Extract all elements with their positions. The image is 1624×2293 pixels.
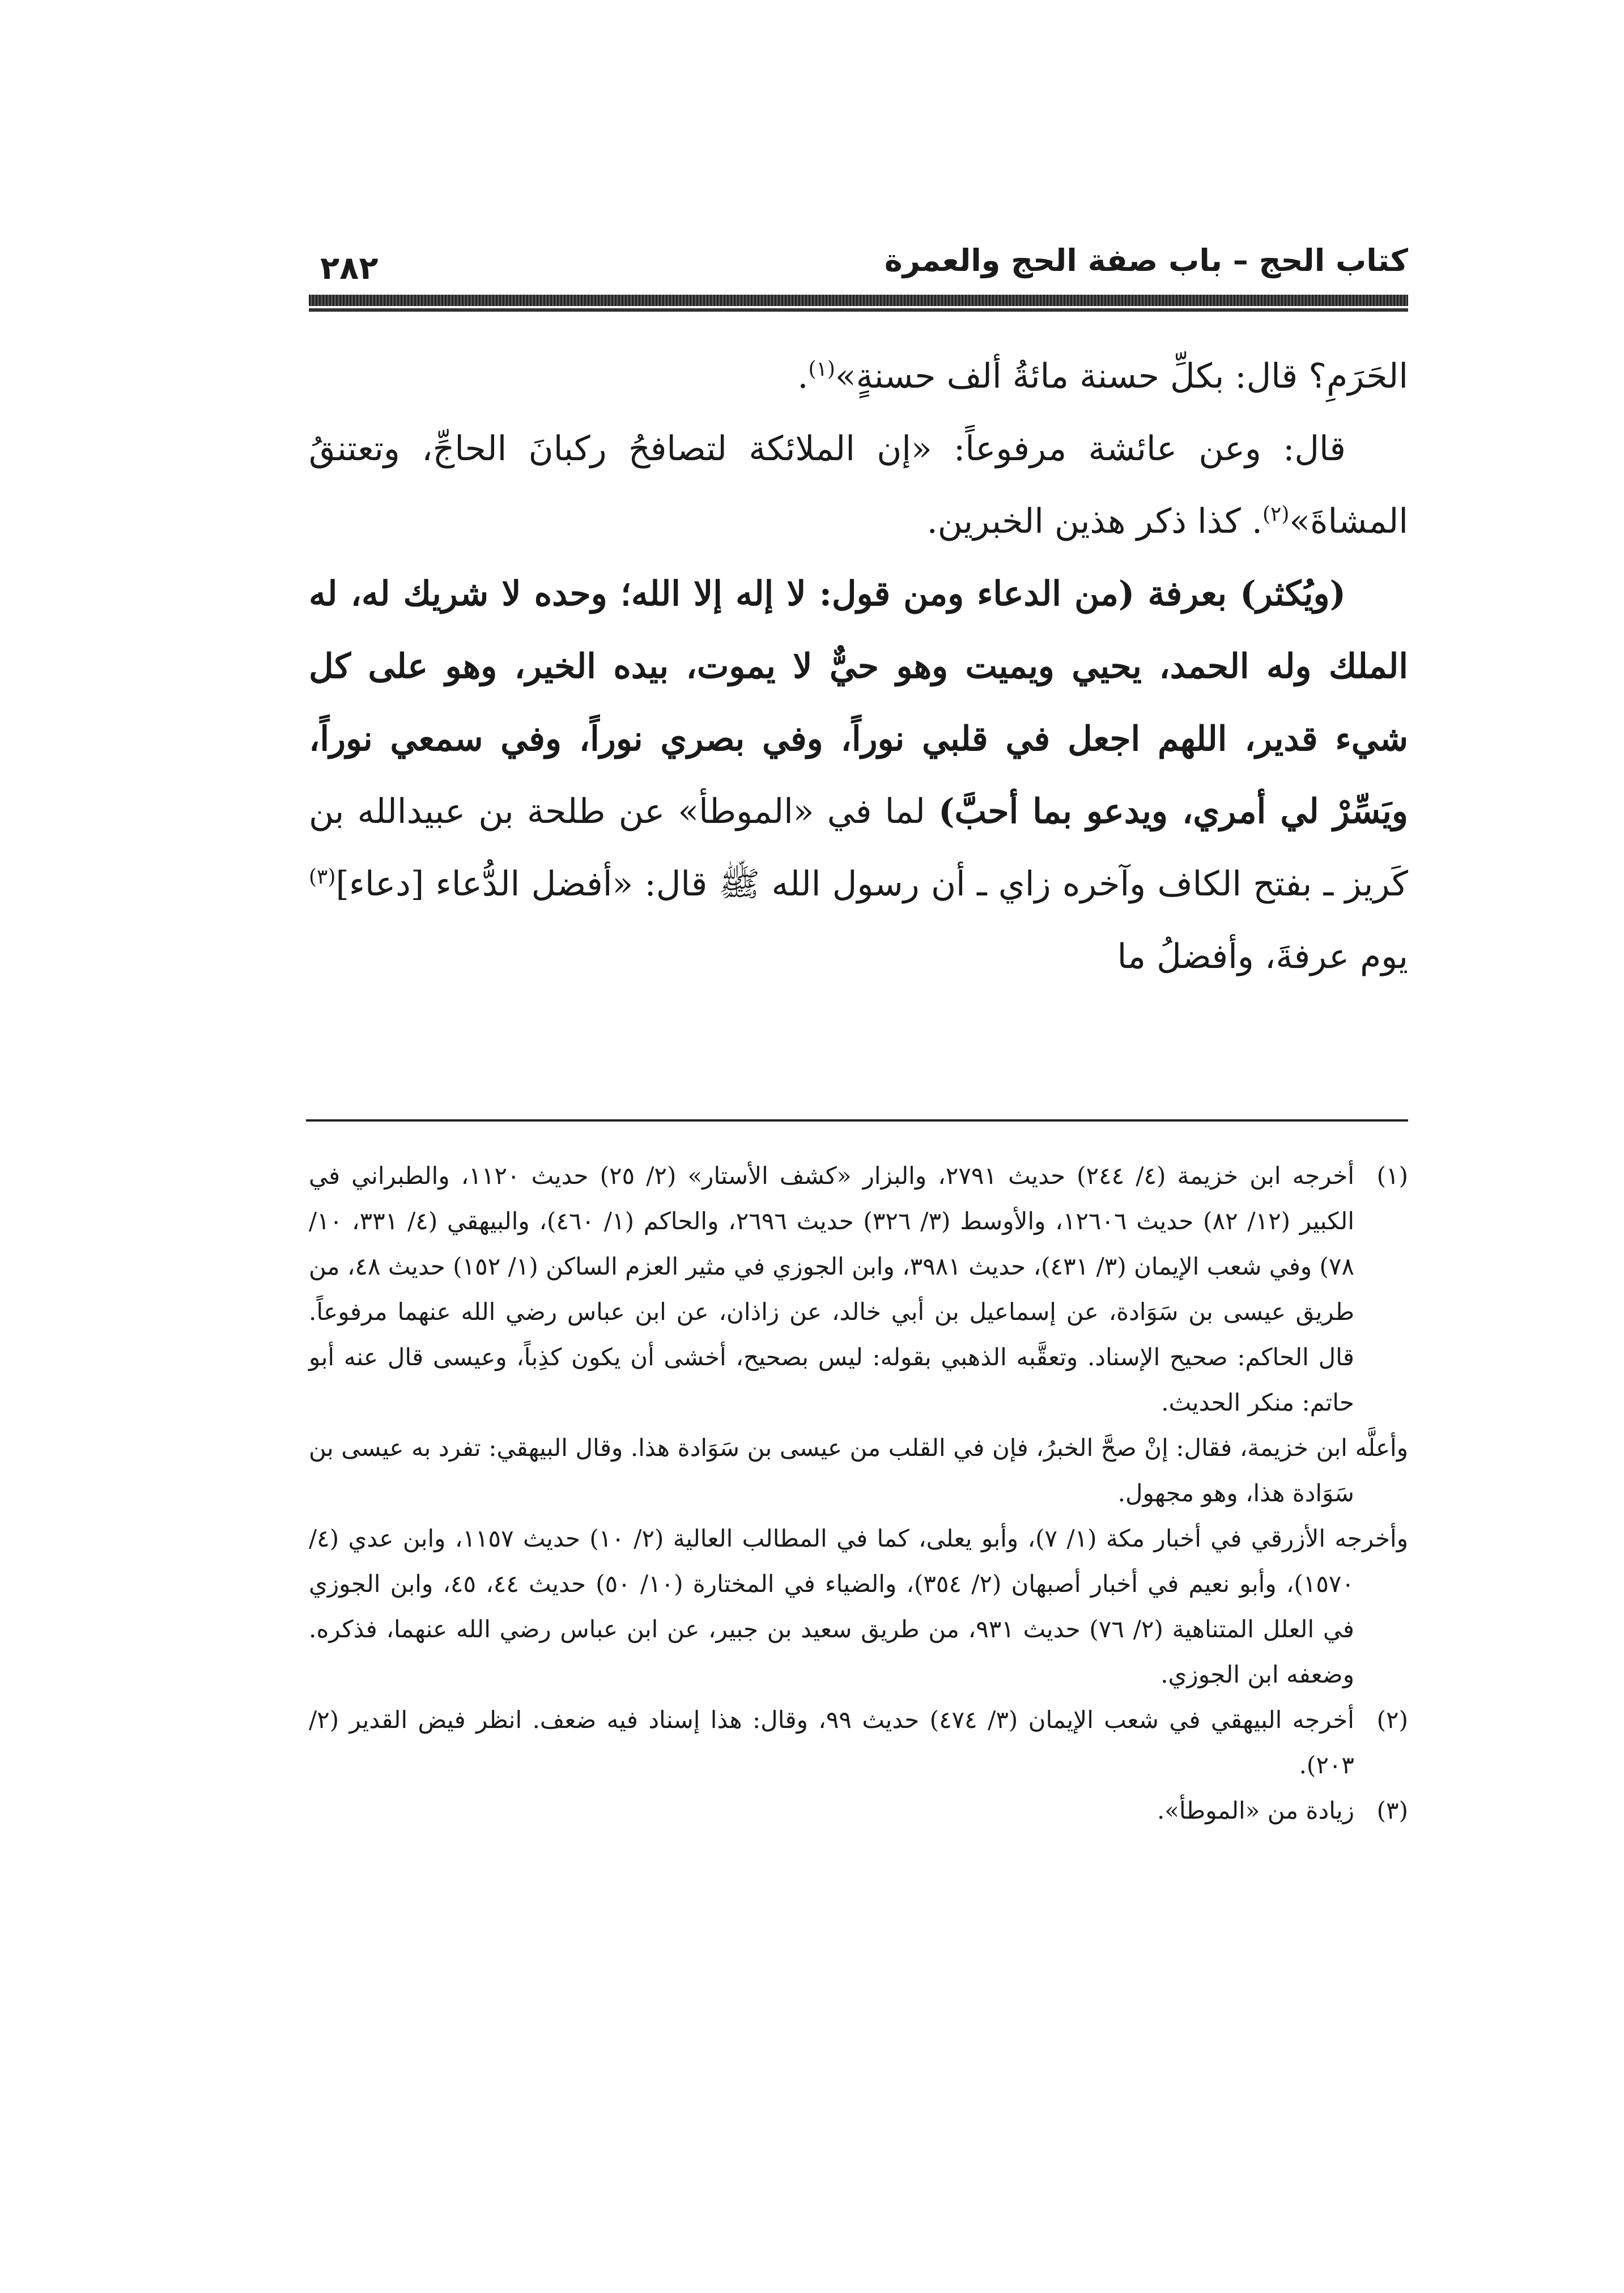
footnote-1-text-3: وأخرجه الأزرقي في أخبار مكة (١/ ٧)، وأبو يعلى، كما في المطالب العالية (٢/ ١٠) حديث ١١٥٧، وابن عدي (٤/ ١٥٧٠)، وأبو نعيم في أخبار أصبهان (٢/ ٣٥٤)، والضياء في المختارة (١٠/ ٥٠) حديث ٤٤، ٤٥، وابن الجوزي في العلل المتناهية (٢/ ٧٦) حديث ٩٣١، من طريق سعيد بن جبير، عن ابن عباس رضي الله عنهما، فذكره. وضعفه ابن الجوزي. [309, 1525, 1409, 1688]
main-paragraph-3-text: لما في «الموطأ» عن طلحة بن عبيدالله بن كَريز ـ بفتح الكاف وآخره زاي ـ أن رسول الله ﷺ قال: «أفضل الدُّعاء [دعاء] [309, 792, 1408, 904]
main-paragraph-3-end: يوم عرفةَ، وأفضلُ ما [1117, 937, 1408, 976]
main-line-1-text: الحَرَمِ؟ قال: بكلِّ حسنة مائةُ ألف حسنةٍ» [835, 356, 1408, 396]
main-text [309, 340, 1408, 993]
running-title: كتاب الحج – باب صفة الحج والعمرة [884, 243, 1408, 278]
footnote-ref-3: (٣) [309, 865, 336, 889]
footnote-1 [309, 1153, 1408, 1425]
footnote-2 [309, 1697, 1408, 1788]
bold-dua-text: (ويُكثر) بعرفة (من الدعاء ومن قول: لا إله إلا الله؛ وحده لا شريك له، له الملك وله الحمد، يحيي ويميت وهو حيٌّ لا يموت، بيده الخير، وهو على كل شيء قدير، اللهم اجعل في قلبي نوراً، وفي بصري نوراً، وفي سمعي نوراً، ويَسِّرْ لي أمري، ويدعو بما أحبَّ) [309, 574, 1408, 831]
main-paragraph-2-text: قال: وعن عائشة مرفوعاً: «إن الملائكة لتصافحُ ركبانَ الحاجِّ، وتعتنقُ المشاةَ» [309, 429, 1408, 541]
footnote-separator [306, 1119, 1408, 1122]
footnote-3-text: زيادة من «الموطأ». [1157, 1797, 1354, 1824]
footnote-1-number: (١) [1376, 1162, 1408, 1190]
main-paragraph-3 [309, 558, 1408, 993]
page-header [309, 227, 1408, 300]
book-page [309, 227, 1408, 2154]
footnote-1-paragraph-3 [309, 1516, 1408, 1697]
footnotes [309, 1153, 1408, 1833]
footnote-2-number: (٢) [1376, 1706, 1408, 1734]
main-paragraph-2-end: . كذا ذكر هذين الخبرين. [926, 502, 1262, 541]
main-paragraph-2 [309, 413, 1408, 558]
footnote-3 [309, 1788, 1408, 1833]
page-number: ٢٨٢ [320, 250, 379, 287]
header-rule-thin [309, 308, 1408, 312]
footnote-ref-2: (٢) [1262, 503, 1290, 526]
header-rule [309, 295, 1408, 306]
main-line-1 [309, 340, 1408, 413]
footnote-1-text: أخرجه ابن خزيمة (٤/ ٢٤٤) حديث ٢٧٩١، والبزار «كشف الأستار» (٢/ ٢٥) حديث ١١٢٠، والطبراني في الكبير (١٢/ ٨٢) حديث ١٢٦٠٦، والأوسط (٣/ ٣٢٦) حديث ٢٦٩٦، والحاكم (١/ ٤٦٠)، والبيهقي (٤/ ٣٣١، ١٠/ ٧٨) وفي شعب الإيمان (٣/ ٤٣١)، حديث ٣٩٨١، وابن الجوزي في مثير العزم الساكن (١/ ١٥٢) حديث ٤٨، من طريق عيسى بن سَوَادة، عن إسماعيل بن أبي خالد، عن زاذان، عن ابن عباس رضي الله عنهما مرفوعاً. قال الحاكم: صحيح الإسناد. وتعقَّبه الذهبي بقوله: ليس بصحيح، أخشى أن يكون كذِباً، وعيسى قال عنه أبو حاتم: منكر الحديث. [309, 1162, 1355, 1416]
footnote-3-number: (٣) [1376, 1797, 1408, 1824]
footnote-1-paragraph-2 [309, 1425, 1408, 1516]
footnote-2-text: أخرجه البيهقي في شعب الإيمان (٣/ ٤٧٤) حديث ٩٩، وقال: هذا إسناد فيه ضعف. انظر فيض القدير (٢/ ٢٠٣). [309, 1706, 1354, 1779]
main-line-1-end: . [797, 356, 809, 396]
footnote-ref-1: (١) [808, 358, 835, 381]
footnote-1-text-2: وأعلَّه ابن خزيمة، فقال: إنْ صحَّ الخبرُ، فإن في القلب من عيسى بن سَوَادة هذا. وقال البيهقي: تفرد به عيسى بن سَوَادة هذا، وهو مجهول. [309, 1434, 1409, 1507]
